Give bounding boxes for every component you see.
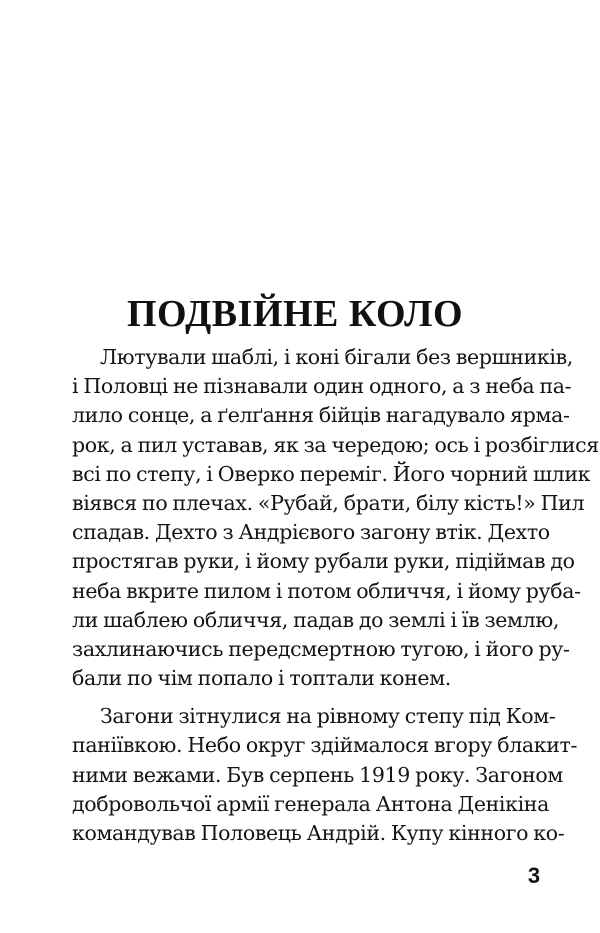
paragraph-2-line-3: ними вежами. Був серпень 1919 року. Загоном (72, 762, 563, 787)
paragraph-1-line-7: спадав. Дехто з Андрієвого загону втік. Дехто (72, 520, 550, 545)
paragraph-1-line-1: Лютували шаблі, і коні бігали без вершників, (100, 345, 573, 369)
chapter-title: ПОДВІЙНЕ КОЛО (126, 293, 464, 335)
paragraph-1-line-9: неба вкрите пилом і потом обличчя, і йому руба- (72, 578, 581, 603)
paragraph-1-line-2: і Половці не пізнавали один одного, а з неба па- (72, 374, 572, 399)
paragraph-1-line-12: бали по чім попало і топтали конем. (72, 666, 451, 691)
paragraph-1-line-11: захлинаючись передсмертною тугою, і його ру- (72, 636, 570, 661)
paragraph-1-line-6: віявся по плечах. «Рубай, брати, білу кість!» Пил (72, 490, 585, 515)
paragraph-2-line-4: добровольчої армії генерала Антона Денікіна (72, 791, 549, 816)
paragraph-1-line-5: всі по степу, і Оверко переміг. Його чорний шлик (72, 461, 591, 486)
paragraph-2-line-2: паніївкою. Небо округ здіймалося вгору блакит- (72, 733, 578, 758)
paragraph-2-line-1: Загони зітнулися на рівному степу під Ком- (100, 704, 556, 729)
paragraph-2-line-5: командував Половець Андрій. Купу кінного ко- (72, 821, 565, 845)
chapter-body (72, 343, 599, 848)
paragraph-1-line-10: ли шаблею обличчя, падав до землі і їв землю, (72, 607, 559, 632)
paragraph-1-line-3: лило сонце, а ґелґання бійців нагадувало ярма- (72, 403, 570, 428)
paragraph-spacer (72, 693, 544, 702)
paragraph-1-line-4: рок, а пил уставав, як за чередою; ось і розбіглися (72, 432, 599, 457)
paragraph-1-line-8: простягав руки, і йому рубали руки, підіймав до (72, 549, 575, 574)
page-number: 3 (527, 863, 541, 888)
